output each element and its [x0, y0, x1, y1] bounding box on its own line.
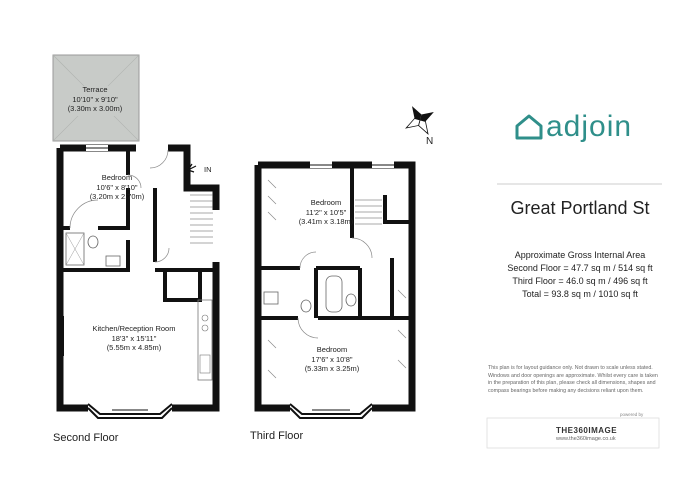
gross-internal-area: [497, 249, 663, 301]
room-name: Kitchen/Reception Room: [92, 324, 176, 333]
house-icon: [517, 116, 541, 138]
third-floor-label: Third Floor: [250, 430, 304, 442]
room-dimensions-metric: (5.33m x 3.25m): [304, 364, 360, 373]
room-name: Terrace: [82, 85, 108, 94]
second-floor-bedroom-label: [72, 173, 162, 202]
third-floor-bedroom2-label: [287, 345, 377, 374]
compass-north-label: N: [426, 136, 434, 147]
area-title: Approximate Gross Internal Area: [514, 250, 646, 260]
room-name: Bedroom: [316, 345, 348, 354]
terrace-label: [55, 85, 135, 114]
room-dimensions-imperial: 11'2" x 10'5": [305, 207, 347, 217]
room-name: Bedroom: [101, 173, 133, 182]
room-dimensions-imperial: 10'10" x 9'10": [72, 94, 118, 104]
disclaimer-line: Windows and door openings are approximate. Whilst every care is taken: [488, 372, 658, 379]
third-floor-bedroom1-label: [281, 198, 371, 227]
room-dimensions-imperial: 18'3" x 15'11": [111, 333, 157, 343]
property-address: Great Portland St: [510, 198, 650, 218]
area-line-total: Total = 93.8 sq m / 1010 sq ft: [522, 289, 638, 299]
credit-url: www.the360image.co.uk: [556, 436, 616, 442]
compass-rose-icon: [404, 104, 436, 136]
kitchen-reception-label: [78, 324, 190, 353]
disclaimer-line: This plan is for layout guidance only. Not drawn to scale unless stated.: [488, 365, 653, 371]
second-floor-label: Second Floor: [53, 432, 119, 444]
room-dimensions-metric: (5.55m x 4.85m): [106, 343, 162, 352]
entry-label: IN: [204, 165, 212, 174]
room-dimensions-imperial: 17'6" x 10'8": [311, 354, 353, 364]
disclaimer-line: compass bearings before making any decisions reliant upon them.: [488, 387, 644, 394]
room-dimensions-metric: (3.20m x 2.70m): [89, 192, 145, 201]
brand-logo: adjoin: [546, 110, 633, 143]
room-dimensions-metric: (3.41m x 3.18m): [298, 217, 354, 226]
area-line-third-floor: Third Floor = 46.0 sq m / 496 sq ft: [512, 276, 648, 286]
room-name: Bedroom: [310, 198, 342, 207]
room-dimensions-metric: (3.30m x 3.00m): [67, 104, 123, 113]
area-line-second-floor: Second Floor = 47.7 sq m / 514 sq ft: [507, 263, 653, 273]
disclaimer: [488, 365, 662, 395]
disclaimer-line: in the preparation of this plan, please check all dimensions, shapes and: [488, 380, 656, 386]
credit-name: THE360IMAGE: [556, 426, 618, 435]
room-dimensions-imperial: 10'6" x 8'10": [96, 182, 138, 192]
powered-by-label: powered by: [620, 412, 644, 417]
